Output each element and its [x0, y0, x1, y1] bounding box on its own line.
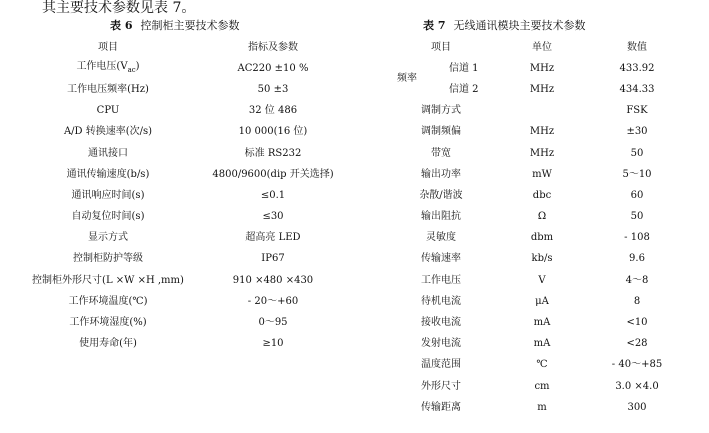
table6-cell-item: 自动复位时间(s)	[71, 211, 145, 223]
table7-cell-value: - 40～+85	[611, 359, 663, 371]
table7-header-unit: 单位	[532, 41, 552, 53]
table7-cell-unit: dbc	[532, 189, 552, 201]
table7-cell-item: 接收电流	[421, 317, 461, 329]
table7	[385, 37, 687, 418]
table6-cell-item: 工作环境温度(℃)	[68, 295, 148, 307]
table7-cell-item: 灵敏度	[426, 232, 456, 244]
table6-row	[18, 228, 348, 249]
table7-cell-item: 调制频偏	[421, 126, 461, 138]
table7-cell-unit: ℃	[536, 359, 548, 371]
table7-cell-item: 输出功率	[421, 168, 461, 180]
table7-row	[385, 397, 687, 418]
table7-cell-value: 433.92	[619, 62, 655, 74]
table6-cell-item: 控制柜外形尺寸(L ×W ×H ,mm)	[32, 274, 184, 286]
table7-cell-value: <10	[626, 317, 648, 329]
table7-row	[385, 143, 687, 164]
table7-cell-item: 杂散/谐波	[419, 189, 463, 201]
table6-row	[18, 122, 348, 143]
table6-row	[18, 249, 348, 270]
table7-cell-value: 9.6	[629, 253, 645, 265]
table7-cell-value: FSK	[626, 105, 648, 117]
table6-cell-item: 通讯接口	[88, 147, 128, 159]
table6-cell-value: IP67	[261, 253, 285, 265]
table6-cell-value: AC220 ±10 %	[237, 62, 309, 74]
table7-row	[385, 249, 687, 270]
table6-cell-value: ≤0.1	[260, 189, 286, 201]
table7-header-row	[385, 37, 687, 58]
table7-caption	[423, 19, 585, 33]
table7-cell-item: 调制方式	[421, 105, 461, 117]
table7-row	[385, 185, 687, 206]
table6-header-spec: 指标及参数	[248, 41, 298, 53]
table6-row	[18, 185, 348, 206]
table7-cell-unit: m	[537, 401, 547, 413]
table7-cell-item: 输出阻抗	[421, 211, 461, 223]
table7-row	[385, 355, 687, 376]
table6-cell-value: 50 ±3	[257, 83, 289, 95]
table7-cell-item: 外形尺寸	[421, 380, 461, 392]
table7-cell-unit: MHz	[529, 83, 555, 95]
table6-cell-item: 控制柜防护等级	[73, 253, 143, 265]
table7-cell-item: 工作电压	[421, 274, 461, 286]
table6-cell-item: A/D 转换速率(次/s)	[63, 126, 153, 138]
table7-cell-value: 50	[630, 147, 644, 159]
table7-cell-item: 发射电流	[421, 338, 461, 350]
table7-cell-value: <28	[626, 338, 648, 350]
table7-cell-unit: dbm	[530, 232, 554, 244]
table7-row	[385, 207, 687, 228]
table6-header-item: 项目	[98, 41, 118, 53]
table7-cell-unit: V	[538, 274, 546, 286]
table6-header-row	[18, 37, 348, 58]
table7-cell-unit: MHz	[529, 62, 555, 74]
table6-cell-item: 通讯传输速度(b/s)	[66, 168, 150, 180]
table7-row	[385, 312, 687, 333]
table6-cell-value: 32 位 486	[248, 105, 298, 117]
table6-cell-value: ≥10	[262, 338, 284, 350]
table6-cell-value: 910 ×480 ×430	[232, 274, 314, 286]
table6-cell-value: 超高亮 LED	[245, 232, 301, 244]
table6-cell-item: CPU	[96, 105, 120, 117]
table6-cell-item: 工作电压频率(Hz)	[67, 83, 149, 95]
intro-text: 其主要技术参数见表 7。	[42, 0, 196, 16]
voltage-label: 工作电压(V	[76, 61, 128, 73]
table7-header-value: 数值	[627, 41, 647, 53]
table6-row	[18, 312, 348, 333]
table7-cell-unit: Ω	[537, 211, 547, 223]
table7-cell-value: ±30	[626, 126, 648, 138]
table7-cell-item: 传输距离	[421, 401, 461, 413]
table7-row	[385, 291, 687, 312]
table7-row	[385, 334, 687, 355]
table7-row	[385, 228, 687, 249]
table6-cell-value: 10 000(16 位)	[238, 126, 308, 138]
table7-row	[385, 122, 687, 143]
table7-cell-unit: mW	[532, 168, 552, 180]
table7-cell-unit: μA	[535, 295, 549, 307]
table7-cell-unit: kb/s	[531, 253, 553, 265]
table6-row	[18, 207, 348, 228]
voltage-label-close: )	[135, 61, 140, 73]
table6-cell-value: 0～95	[258, 317, 288, 329]
table7-row	[385, 164, 687, 185]
table7-cell-value: 300	[627, 401, 647, 413]
table6-row	[18, 291, 348, 312]
table6-row	[18, 143, 348, 164]
table7-cell-item: 待机电流	[421, 295, 461, 307]
table7-cell-unit	[497, 101, 587, 122]
table6-cell-value: 4800/9600(dip 开关选择)	[212, 168, 334, 180]
table6-row	[18, 334, 348, 355]
table7-cell-value: 434.33	[619, 83, 655, 95]
table6-title: 控制柜主要技术参数	[140, 19, 240, 32]
table6-cell-value: - 20～+60	[247, 295, 299, 307]
table6-caption	[110, 19, 239, 33]
table7-row	[385, 58, 687, 79]
table7-cell-value: 50	[630, 211, 644, 223]
table6-row	[18, 270, 348, 291]
table7-cell-channel: 信道 2	[449, 83, 479, 95]
table7-number: 表 7	[423, 19, 446, 32]
table7-row	[385, 270, 687, 291]
table6-row	[18, 58, 348, 79]
table7-cell-item: 温度范围	[421, 359, 461, 371]
table7-cell-channel: 信道 1	[449, 62, 479, 74]
table7-cell-unit: mA	[533, 317, 551, 329]
table7-cell-unit: cm	[534, 380, 550, 392]
voltage-subscript: ac	[127, 66, 136, 75]
table6-cell-value: 标准 RS232	[244, 147, 302, 159]
table7-cell-item: 带宽	[431, 147, 451, 159]
table7-cell-unit: mA	[533, 338, 551, 350]
table7-cell-value: 8	[633, 295, 641, 307]
table6-cell-item	[18, 58, 198, 79]
table7-cell-value: 5～10	[622, 168, 652, 180]
table7-row	[385, 101, 687, 122]
table6-cell-value: ≤30	[262, 211, 284, 223]
table7-header-item: 项目	[431, 41, 451, 53]
table6-number: 表 6	[110, 19, 133, 32]
table6	[18, 37, 348, 355]
table7-row	[385, 376, 687, 397]
table6-row	[18, 79, 348, 100]
table7-cell-value: 3.0 ×4.0	[615, 380, 659, 392]
table6-cell-item: 工作环境湿度(%)	[69, 317, 147, 329]
table7-cell-value: - 108	[624, 232, 650, 244]
table7-cell-unit: MHz	[529, 147, 555, 159]
table7-cell-value: 4～8	[625, 274, 649, 286]
table7-group-frequency: 频率	[397, 73, 417, 85]
table7-title: 无线通讯模块主要技术参数	[453, 19, 586, 32]
table7-cell-unit: MHz	[529, 126, 555, 138]
table7-cell-item: 传输速率	[421, 253, 461, 265]
table7-cell-value: 60	[630, 189, 644, 201]
table6-cell-item: 显示方式	[88, 232, 128, 244]
table6-cell-item: 通讯响应时间(s)	[71, 189, 145, 201]
table6-cell-item: 使用寿命(年)	[79, 338, 137, 350]
table6-row	[18, 101, 348, 122]
table6-row	[18, 164, 348, 185]
